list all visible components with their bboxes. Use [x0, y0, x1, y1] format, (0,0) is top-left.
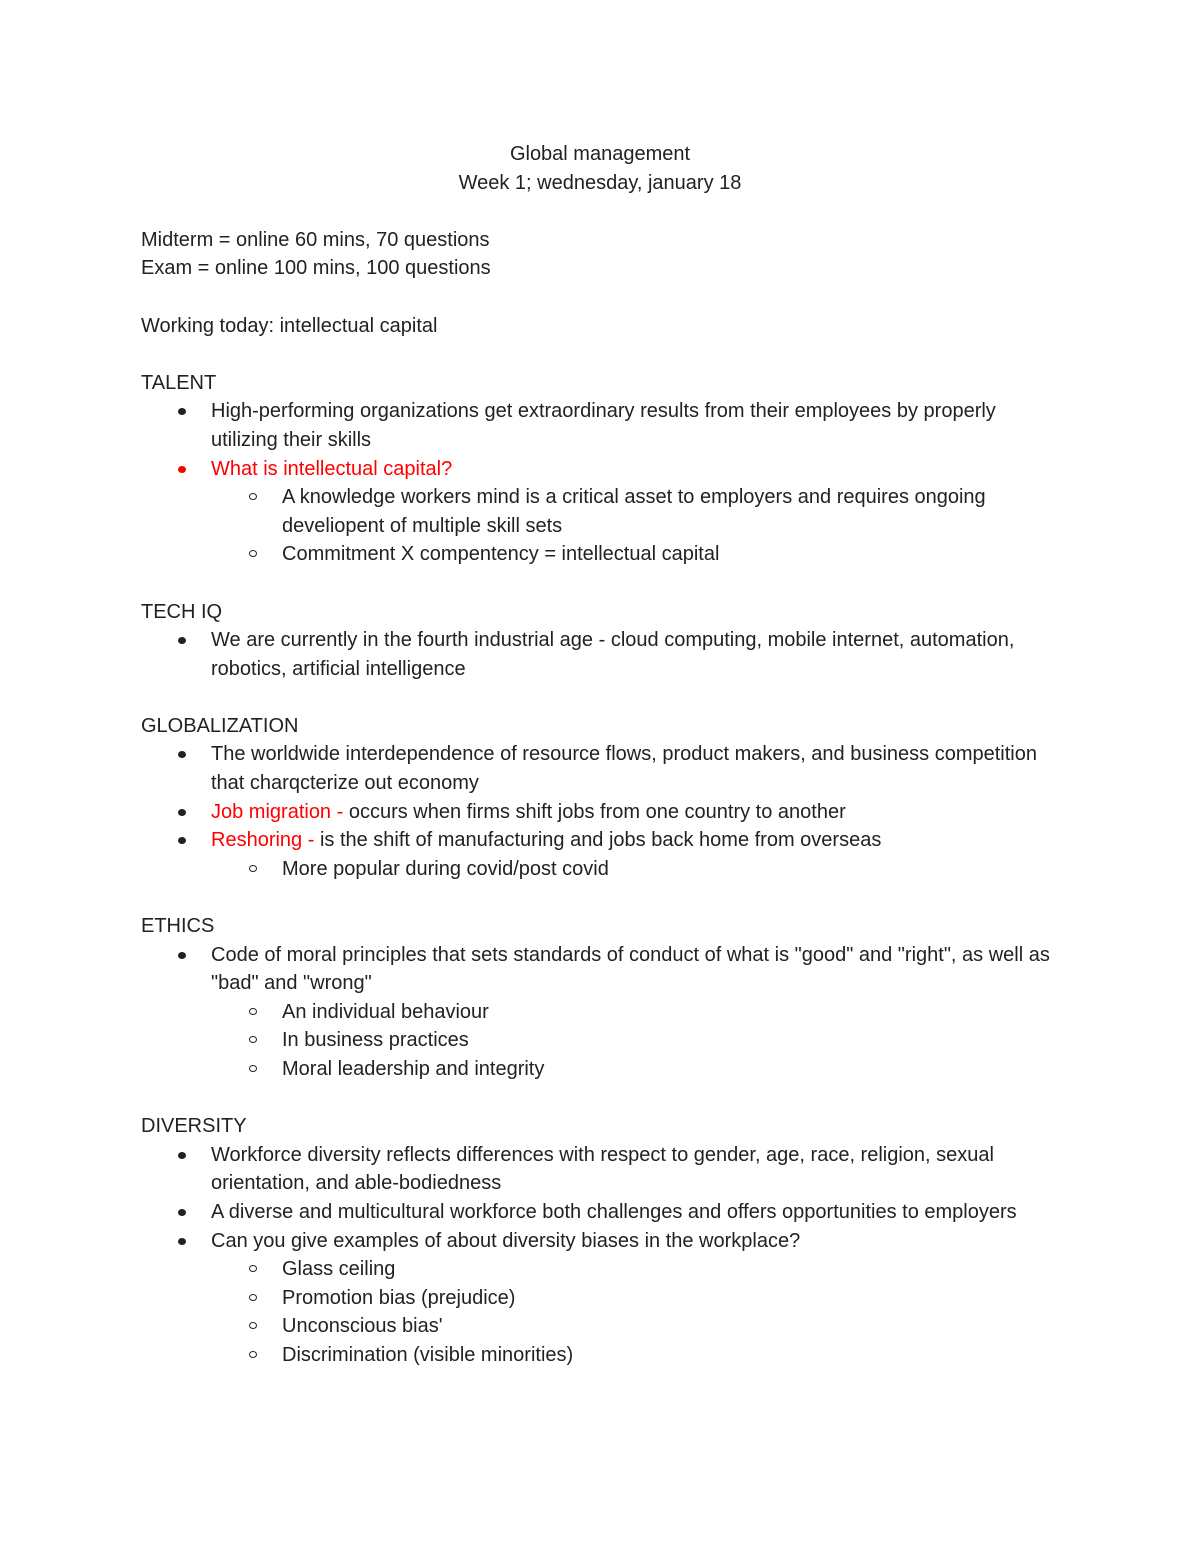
- ethics-list: [141, 941, 1061, 1084]
- definition-text: is the shift of manufacturing and jobs back home from overseas: [319, 829, 882, 852]
- list-item-text: Glass ceiling: [282, 1258, 396, 1281]
- list-item-text: Workforce diversity reflects differences with respect to gender, age, race, religion, sexual orientation, and able-bodiedness: [211, 1143, 994, 1195]
- list-item: [141, 1227, 1061, 1256]
- list-item-text: The worldwide interdependence of resource flows, product makers, and business competition that charqcterize out economy: [211, 743, 1037, 795]
- working-today-line: Working today: intellectual capital: [141, 314, 438, 337]
- hollow-bullet-icon: [249, 1036, 257, 1043]
- section-heading-diversity: DIVERSITY: [141, 1115, 247, 1138]
- hollow-bullet-icon: [249, 1294, 257, 1301]
- techiq-list: [141, 626, 1061, 683]
- filled-bullet-icon: [178, 408, 186, 415]
- spacer: [141, 283, 1061, 312]
- list-item-text: A knowledge workers mind is a critical asset to employers and requires ongoing develiopent of multiple skill sets: [282, 486, 986, 537]
- section-heading-tech-iq: TECH IQ: [141, 600, 223, 623]
- list-item-text: What is intellectual capital?: [211, 457, 453, 480]
- list-item-text: An individual behaviour: [282, 1000, 489, 1023]
- filled-bullet-icon: [178, 1152, 186, 1159]
- definition-text: occurs when firms shift jobs from one country to another: [348, 800, 846, 823]
- section-heading-ethics: ETHICS: [141, 915, 215, 938]
- list-item-text: We are currently in the fourth industrial age - cloud computing, mobile internet, automation, robotics, artificial intelligence: [211, 629, 1015, 680]
- hollow-bullet-icon: [249, 1065, 257, 1072]
- hollow-bullet-icon: [249, 1351, 257, 1358]
- term-reshoring: Reshoring -: [211, 829, 320, 852]
- list-item: [141, 1141, 1061, 1198]
- filled-bullet-icon: [178, 809, 186, 816]
- list-item: [141, 1198, 1061, 1227]
- section-heading-talent: TALENT: [141, 371, 217, 394]
- list-item-text: A diverse and multicultural workforce both challenges and offers opportunities to employers: [211, 1200, 1017, 1223]
- document-title: Global management: [509, 143, 691, 165]
- list-item-text: More popular during covid/post covid: [282, 857, 609, 880]
- list-item-text: Commitment X compentency = intellectual capital: [282, 543, 720, 566]
- filled-bullet-icon: [178, 1209, 186, 1216]
- list-item: [141, 941, 1061, 998]
- sub-list-item: [141, 1026, 1061, 1055]
- list-item-text: High-performing organizations get extraordinary results from their employees by properly utilizing their skills: [211, 400, 996, 451]
- filled-bullet-icon: [178, 637, 186, 644]
- sub-list-item: [141, 540, 1061, 569]
- list-item-text: Moral leadership and integrity: [282, 1058, 545, 1080]
- list-item-text: Promotion bias (prejudice): [282, 1286, 516, 1309]
- spacer: [141, 1084, 1061, 1113]
- sub-list-item: [141, 855, 1061, 884]
- spacer: [141, 883, 1061, 912]
- sub-list-item: [141, 1255, 1061, 1284]
- globalization-list: [141, 740, 1061, 883]
- list-item: [141, 455, 1061, 484]
- sub-list-item: [141, 483, 1061, 540]
- spacer: [141, 683, 1061, 712]
- talent-list: [141, 397, 1061, 569]
- list-item-text: In business practices: [282, 1029, 469, 1052]
- diversity-list: [141, 1141, 1061, 1370]
- section-heading-globalization: GLOBALIZATION: [141, 714, 299, 737]
- hollow-bullet-icon: [249, 550, 257, 557]
- hollow-bullet-icon: [249, 493, 257, 500]
- sub-list-item: [141, 1055, 1061, 1084]
- list-item: [141, 798, 1061, 827]
- hollow-bullet-icon: [249, 1265, 257, 1272]
- hollow-bullet-icon: [249, 865, 257, 872]
- list-item-text: Unconscious bias': [282, 1315, 443, 1338]
- list-item-text: Discrimination (visible minorities): [282, 1343, 574, 1366]
- hollow-bullet-icon: [249, 1322, 257, 1329]
- term-job-migration: Job migration -: [211, 800, 349, 823]
- list-item: [141, 626, 1061, 683]
- list-item-text: Can you give examples of about diversity biases in the workplace?: [211, 1229, 801, 1252]
- document-subtitle: Week 1; wednesday, january 18: [458, 171, 742, 194]
- filled-bullet-icon: [178, 952, 186, 959]
- sub-list-item: [141, 1341, 1061, 1370]
- spacer: [141, 569, 1061, 598]
- spacer: [141, 197, 1061, 226]
- list-item-text: Code of moral principles that sets standards of conduct of what is "good" and "right", as well as "bad" and "wrong": [211, 943, 1050, 995]
- filled-bullet-icon: [178, 751, 186, 758]
- sub-list-item: [141, 1284, 1061, 1313]
- document-page: [141, 140, 1061, 1370]
- sub-list-item: [141, 998, 1061, 1027]
- filled-bullet-icon: [178, 837, 186, 844]
- filled-bullet-icon: [178, 466, 186, 473]
- hollow-bullet-icon: [249, 1008, 257, 1015]
- midterm-line: Midterm = online 60 mins, 70 questions: [141, 228, 490, 251]
- spacer: [141, 340, 1061, 369]
- sub-list-item: [141, 1312, 1061, 1341]
- list-item: [141, 397, 1061, 454]
- filled-bullet-icon: [178, 1238, 186, 1245]
- exam-line: Exam = online 100 mins, 100 questions: [141, 257, 491, 280]
- list-item: [141, 826, 1061, 855]
- list-item: [141, 740, 1061, 797]
